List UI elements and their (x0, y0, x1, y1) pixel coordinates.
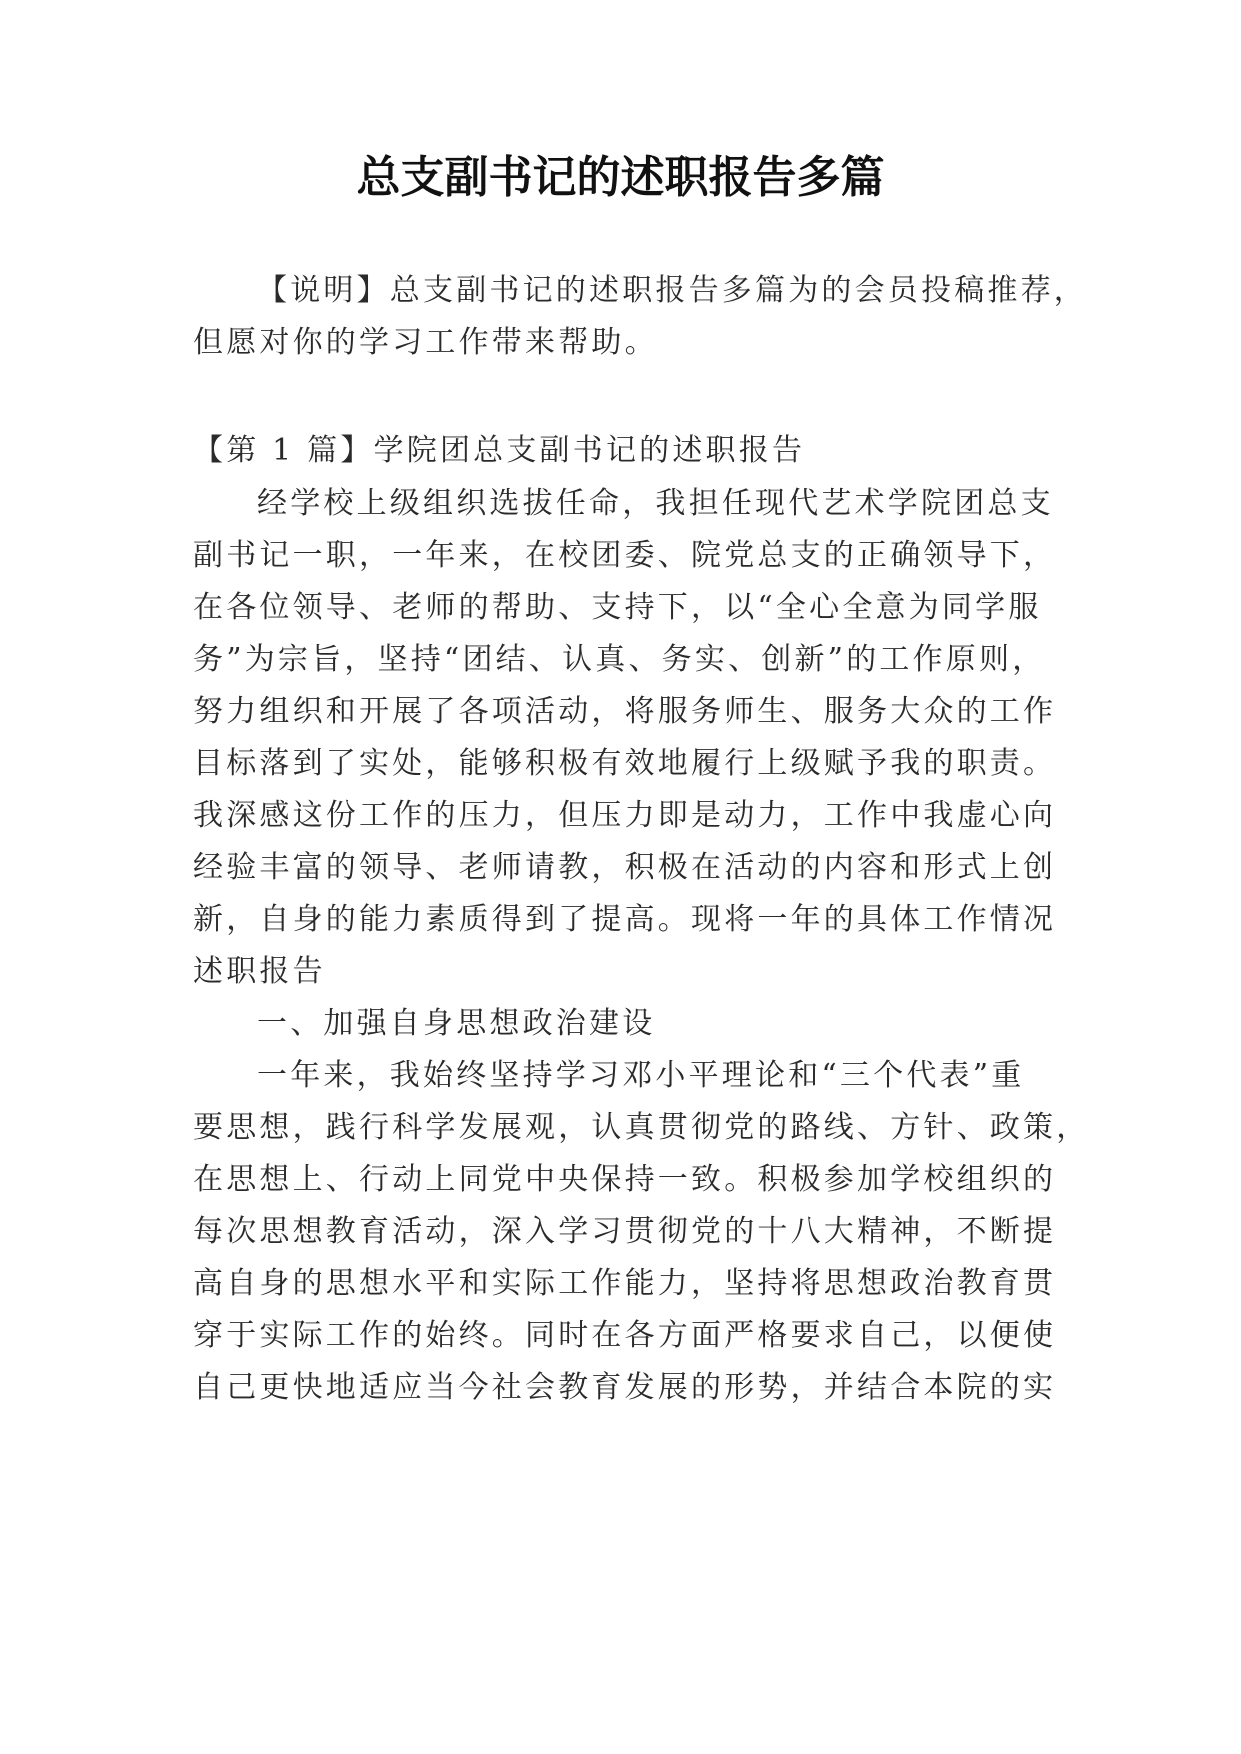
paragraph-line: 在思想上、行动上同党中央保持一致。积极参加学校组织的 (193, 1162, 1057, 1197)
paragraph-line: 经验丰富的领导、老师请教，积极在活动的内容和形式上创 (193, 850, 1057, 885)
paragraph-line: 努力组织和开展了各项活动，将服务师生、服务大众的工作 (193, 694, 1057, 729)
paragraph-line: 高自身的思想水平和实际工作能力，坚持将思想政治教育贯 (193, 1266, 1057, 1301)
note-line: 【说明】总支副书记的述职报告多篇为的会员投稿推荐， (257, 273, 1087, 308)
paragraph-line: 务”为宗旨，坚持“团结、认真、务实、创新”的工作原则， (193, 642, 1046, 677)
paragraph-line: 在各位领导、老师的帮助、支持下，以“全心全意为同学服 (193, 590, 1042, 625)
paragraph-line: 述职报告 (193, 954, 326, 989)
paragraph-line: 要思想，践行科学发展观，认真贯彻党的路线、方针、政策， (193, 1110, 1090, 1145)
paragraph-line: 经学校上级组织选拔任命，我担任现代艺术学院团总支 (257, 486, 1054, 521)
paragraph-line: 我深感这份工作的压力，但压力即是动力，工作中我虚心向 (193, 798, 1057, 833)
document-title: 总支副书记的述职报告多篇 (356, 152, 885, 203)
section-heading: 【第 1 篇】学院团总支副书记的述职报告 (193, 433, 806, 468)
paragraph-line: 穿于实际工作的始终。同时在各方面严格要求自己，以便使 (193, 1318, 1057, 1353)
paragraph-line: 每次思想教育活动，深入学习贯彻党的十八大精神，不断提 (193, 1214, 1057, 1249)
subheading: 一、加强自身思想政治建设 (257, 1006, 656, 1041)
paragraph-line: 新，自身的能力素质得到了提高。现将一年的具体工作情况 (193, 902, 1057, 937)
note-line: 但愿对你的学习工作带来帮助。 (193, 325, 658, 360)
paragraph-line: 副书记一职，一年来，在校团委、院党总支的正确领导下， (193, 538, 1057, 573)
paragraph-line: 目标落到了实处，能够积极有效地履行上级赋予我的职责。 (193, 746, 1057, 781)
paragraph-line: 自己更快地适应当今社会教育发展的形势，并结合本院的实 (193, 1370, 1057, 1405)
paragraph-line: 一年来，我始终坚持学习邓小平理论和“三个代表”重 (257, 1058, 1025, 1093)
